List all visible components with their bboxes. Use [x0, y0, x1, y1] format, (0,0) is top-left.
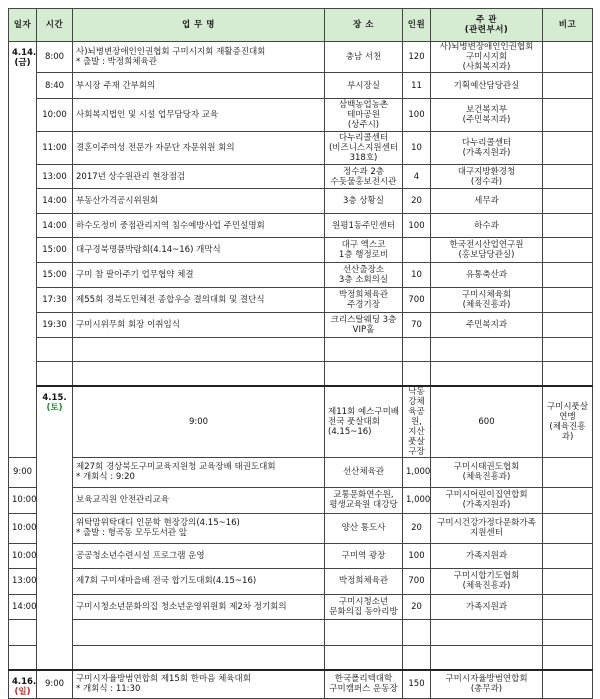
host-cell: 구미시건강가정다문화가족 지원센터: [431, 513, 543, 543]
count-cell: 20: [403, 594, 431, 619]
place-cell: 선산출장소 3층 소회의실: [325, 263, 403, 288]
task-cell: 2017년 상수원관리 현장점검: [73, 165, 325, 189]
remark-cell: [543, 670, 593, 698]
table-row: [9, 568, 593, 594]
table-row: [9, 214, 593, 238]
schedule-table: [8, 8, 593, 699]
task-cell: 제27회 경상북도구미교육지원청 교육장배 태권도대회 * 개회식 : 9:20: [73, 457, 325, 487]
time-cell: [37, 362, 73, 386]
table-row: [9, 313, 593, 338]
place-cell: 크리스탈웨딩 3층 VIP홀: [325, 313, 403, 338]
count-cell: 700: [403, 568, 431, 594]
table-row: [9, 338, 593, 362]
host-cell: 대구지방환경청 (정수과): [431, 165, 543, 189]
task-cell: [73, 645, 325, 670]
count-cell: [403, 238, 431, 263]
time-cell: [9, 619, 37, 645]
place-cell: 원평1동주민센터: [325, 214, 403, 238]
place-cell: 양산 통도사: [325, 513, 403, 543]
remark-cell: [543, 513, 593, 543]
place-cell: 구미시청소년 문화의집 동아리방: [325, 594, 403, 619]
host-cell: 구미시자율방범연합회 (총무과): [431, 670, 543, 698]
remark-cell: [543, 338, 593, 362]
header-host: [431, 9, 543, 42]
table-row: [9, 487, 593, 513]
header-count: 인원: [403, 9, 431, 42]
place-cell: 삼백농업농촌 테마공원 (상주시): [325, 99, 403, 132]
place-cell: 다누리콜센터 (비즈니스지원센터 318호): [325, 132, 403, 165]
count-cell: 10: [403, 263, 431, 288]
table-row: [9, 386, 593, 458]
host-cell: [431, 645, 543, 670]
time-cell: 9:00: [37, 670, 73, 698]
time-cell: 10:00: [9, 487, 37, 513]
remark-cell: [543, 99, 593, 132]
task-cell: [73, 338, 325, 362]
remark-cell: [543, 487, 593, 513]
task-cell: 구미시위무회 회장 이취임식: [73, 313, 325, 338]
table-row: [9, 73, 593, 99]
table-row: [9, 457, 593, 487]
place-cell: 3층 상황실: [325, 189, 403, 214]
remark-cell: [543, 362, 593, 386]
place-cell: [325, 362, 403, 386]
header-task: 업 무 명: [73, 9, 325, 42]
table-row: [9, 189, 593, 214]
remark-cell: [543, 313, 593, 338]
table-row: [9, 362, 593, 386]
time-cell: 14:00: [37, 189, 73, 214]
count-cell: 100: [403, 543, 431, 568]
remark-cell: [543, 42, 593, 73]
table-row: [9, 513, 593, 543]
count-cell: 1,000: [403, 487, 431, 513]
remark-cell: [543, 288, 593, 313]
place-cell: [325, 645, 403, 670]
count-cell: [403, 645, 431, 670]
header-host-main: 주 관: [476, 15, 497, 25]
place-cell: 정수과 2층 수돗물홍보전시관: [325, 165, 403, 189]
time-cell: 11:00: [37, 132, 73, 165]
time-cell: 13:00: [9, 568, 37, 594]
time-cell: 9:00: [73, 386, 325, 458]
time-cell: [9, 645, 37, 670]
count-cell: 4: [403, 165, 431, 189]
table-row: [9, 645, 593, 670]
table-row: [9, 594, 593, 619]
host-cell: [431, 362, 543, 386]
table-row: [9, 165, 593, 189]
header-host-sub: (관련부서): [464, 25, 509, 35]
host-cell: 하수과: [431, 214, 543, 238]
table-row: [9, 543, 593, 568]
time-cell: 15:00: [37, 263, 73, 288]
place-cell: 구미역 광장: [325, 543, 403, 568]
host-cell: 주민복지과: [431, 313, 543, 338]
count-cell: 100: [403, 214, 431, 238]
task-cell: 제55회 경북도민체전 종합우승 결의대회 및 결단식: [73, 288, 325, 313]
table-row: [9, 42, 593, 73]
place-cell: 한국폴리텍대학 구미캠퍼스 운동장: [325, 670, 403, 698]
task-cell: 제11회 예스구미배 전국 풋살대회(4.15~16): [325, 386, 403, 458]
place-cell: 박정희체육관 주경기장: [325, 288, 403, 313]
time-cell: 10:00: [37, 99, 73, 132]
remark-cell: [543, 263, 593, 288]
count-cell: 10: [403, 132, 431, 165]
remark-cell: [543, 645, 593, 670]
header-place: 장 소: [325, 9, 403, 42]
place-cell: 교통문화연수원, 평생교육원 대강당: [325, 487, 403, 513]
table-row: [9, 263, 593, 288]
host-cell: 유통축산과: [431, 263, 543, 288]
time-cell: 8:40: [37, 73, 73, 99]
task-cell: 위탁맘위탁대디 인문학 현장강의(4.15~16) * 출발 : 형곡동 모두도서관 앞: [73, 513, 325, 543]
host-cell: 사)뇌병변장애인인권협회 구미시지회 (사회복지과): [431, 42, 543, 73]
table-row: [9, 288, 593, 313]
task-cell: 보육교직원 안전관리교육: [73, 487, 325, 513]
header-remark: 비고: [543, 9, 593, 42]
count-cell: 120: [403, 42, 431, 73]
place-cell: 충남 서천: [325, 42, 403, 73]
place-cell: 박정희체육관: [325, 568, 403, 594]
task-cell: 하수도정비 중점관리지역 침수예방사업 주민설명회: [73, 214, 325, 238]
count-cell: [403, 362, 431, 386]
table-row: [9, 619, 593, 645]
table-row: [9, 132, 593, 165]
date-cell-0416: 4.16. (일): [9, 670, 37, 698]
table-row: [9, 99, 593, 132]
time-cell: 8:00: [37, 42, 73, 73]
place-cell: 부시장실: [325, 73, 403, 99]
time-cell: 9:00: [9, 457, 37, 487]
remark-cell: [543, 238, 593, 263]
remark-cell: [543, 73, 593, 99]
count-cell: [403, 619, 431, 645]
task-cell: 구미시청소년문화의집 청소년운영위원회 제2차 정기회의: [73, 594, 325, 619]
host-cell: 구미시합기도협회 (체육진흥과): [431, 568, 543, 594]
task-cell: 구미 참 팔아주기 업무협약 체결: [73, 263, 325, 288]
place-cell: [325, 619, 403, 645]
date-cell-0415: 4.15. (토): [37, 386, 73, 671]
remark-cell: [543, 165, 593, 189]
host-cell: [431, 338, 543, 362]
count-cell: [403, 338, 431, 362]
header-date: 일자: [9, 9, 37, 42]
place-cell: 낙동강체육공원, 지산풋살구장: [403, 386, 431, 458]
task-cell: 부시장 주재 간부회의: [73, 73, 325, 99]
count-cell: 70: [403, 313, 431, 338]
task-cell: 공공청소년수련시설 프로그램 운영: [73, 543, 325, 568]
host-cell: 구미시어린이집연합회 (가족지원과): [431, 487, 543, 513]
host-cell: 한국전시산업연구원 (홍보담당관실): [431, 238, 543, 263]
count-cell: 20: [403, 189, 431, 214]
count-cell: 700: [403, 288, 431, 313]
table-row: [9, 238, 593, 263]
table-header-row: [9, 9, 593, 42]
task-cell: 제7회 구미새마을배 전국 합기도대회(4.15~16): [73, 568, 325, 594]
place-cell: [325, 338, 403, 362]
time-cell: 14:00: [37, 214, 73, 238]
place-cell: 대구 엑스코 1층 행정로비: [325, 238, 403, 263]
time-cell: 15:00: [37, 238, 73, 263]
remark-cell: [543, 189, 593, 214]
time-cell: 13:00: [37, 165, 73, 189]
remark-cell: [543, 568, 593, 594]
count-cell: 11: [403, 73, 431, 99]
host-cell: 구미시태권도협회 (체육진흥과): [431, 457, 543, 487]
remark-cell: [543, 132, 593, 165]
date-cell-0414: 4.14. (금): [9, 42, 37, 458]
time-cell: 17:30: [37, 288, 73, 313]
task-cell: [73, 619, 325, 645]
host-cell: 보건복지부 (주민복지과): [431, 99, 543, 132]
task-cell: 대구경북명품박람회(4.14~16) 개막식: [73, 238, 325, 263]
place-cell: 선산체육관: [325, 457, 403, 487]
host-cell: 다누리콜센터 (가족지원과): [431, 132, 543, 165]
header-time: 시간: [37, 9, 73, 42]
task-cell: 부동산가격공시위원회: [73, 189, 325, 214]
time-cell: [37, 338, 73, 362]
count-cell: 600: [431, 386, 543, 458]
count-cell: 1,000: [403, 457, 431, 487]
time-cell: 14:00: [9, 594, 37, 619]
host-cell: 가족지원과: [431, 543, 543, 568]
time-cell: 10:00: [9, 543, 37, 568]
task-cell: 사)뇌병변장애인인권협회 구미시지회 재활증진대회 * 출발 : 박정희체육관: [73, 42, 325, 73]
host-cell: 세무과: [431, 189, 543, 214]
count-cell: 150: [403, 670, 431, 698]
host-cell: [431, 619, 543, 645]
remark-cell: [543, 619, 593, 645]
remark-cell: [543, 214, 593, 238]
remark-cell: [543, 543, 593, 568]
time-cell: 10:00: [9, 513, 37, 543]
remark-cell: [543, 457, 593, 487]
host-cell: 구미시체육회 (체육진흥과): [431, 288, 543, 313]
task-cell: 사회복지법인 및 시설 업무담당자 교육: [73, 99, 325, 132]
host-cell: 가족지원과: [431, 594, 543, 619]
time-cell: 19:30: [37, 313, 73, 338]
host-cell: 구미시풋살연맹 (체육진흥과): [543, 386, 593, 458]
remark-cell: [543, 594, 593, 619]
count-cell: 100: [403, 99, 431, 132]
host-cell: 기획예산담당관실: [431, 73, 543, 99]
table-row: [9, 670, 593, 698]
task-cell: [73, 362, 325, 386]
count-cell: 20: [403, 513, 431, 543]
task-cell: 결혼이주여성 전문가 자문단 자문위원 회의: [73, 132, 325, 165]
task-cell: 구미시자율방범연합회 제15회 한마음 체육대회 * 개회식 : 11:30: [73, 670, 325, 698]
